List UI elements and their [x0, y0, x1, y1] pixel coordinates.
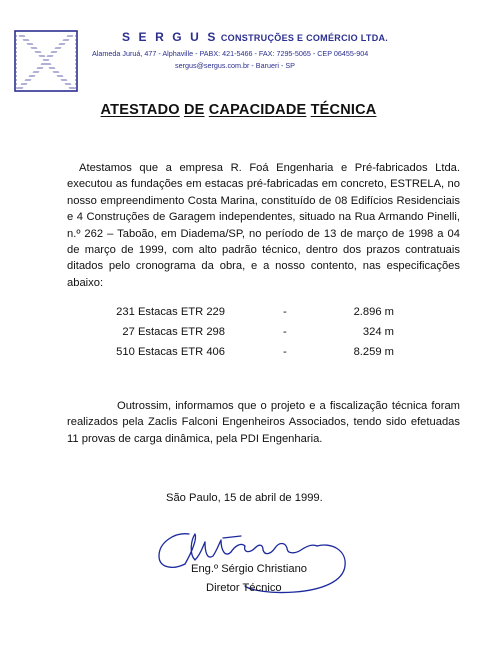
document-title [0, 102, 477, 118]
item-length: 324 m [362, 326, 394, 338]
list-item [0, 326, 477, 346]
body-paragraph-1: Atestamos que a empresa R. Foá Engenharia e Pré-fabricados Ltda. executou as fundações em estacas pré-fabricadas em concreto, ESTRELA, no nosso empreendimento Costa Marina, constituído de 08 Edifícios Residenciais e 4 Construções de Garagem independentes, situado na Rua Armando Pinelli, n.º 262 – Taboão, em Diadema/SP, no período de 13 de março de 1998 a 04 de março de 1999, com alto padrão técnico, dentro dos prazos contratuais ditados pelo cronograma da obra, e a nosso contento, nas especificações abaixo: [67, 162, 460, 289]
title-word: ATESTADO [100, 102, 180, 118]
item-description: 27 Estacas ETR 298 [122, 326, 225, 338]
company-name [122, 30, 388, 44]
body-paragraph-2: Outrossim, informamos que o projeto e a fiscalização técnica foram realizados pela Zaclis Falconi Engenheiros Associados, tendo sido efetuadas 11 provas de carga dinâmica, pela PDI Engenharia. [67, 400, 460, 445]
list-item [0, 306, 477, 326]
list-item [0, 346, 477, 366]
item-dash: - [283, 306, 287, 318]
item-length: 2.896 m [353, 306, 394, 318]
place-date: São Paulo, 15 de abril de 1999. [166, 492, 323, 504]
company-email-line: sergus@sergus.com.br - Barueri - SP [175, 61, 295, 70]
company-name-suffix: CONSTRUÇÕES E COMÉRCIO LTDA. [220, 33, 389, 43]
title-word: CAPACIDADE [208, 102, 307, 118]
item-description: 510 Estacas ETR 406 [116, 346, 225, 358]
item-dash: - [283, 326, 287, 338]
item-dash: - [283, 346, 287, 358]
signer-role: Diretor Técnico [206, 582, 282, 594]
company-logo [14, 30, 78, 92]
item-description: 231 Estacas ETR 229 [116, 306, 225, 318]
title-word: TÉCNICA [310, 102, 377, 118]
company-address: Alameda Juruá, 477 - Alphaville - PABX: 421-5466 - FAX: 7295-5065 - CEP 06455-904 [92, 49, 369, 58]
company-name-prefix: S E R G U S [122, 30, 218, 44]
title-word: DE [183, 102, 205, 118]
item-length: 8.259 m [353, 346, 394, 358]
pile-list [0, 306, 477, 366]
signer-name: Eng.º Sérgio Christiano [191, 563, 308, 575]
